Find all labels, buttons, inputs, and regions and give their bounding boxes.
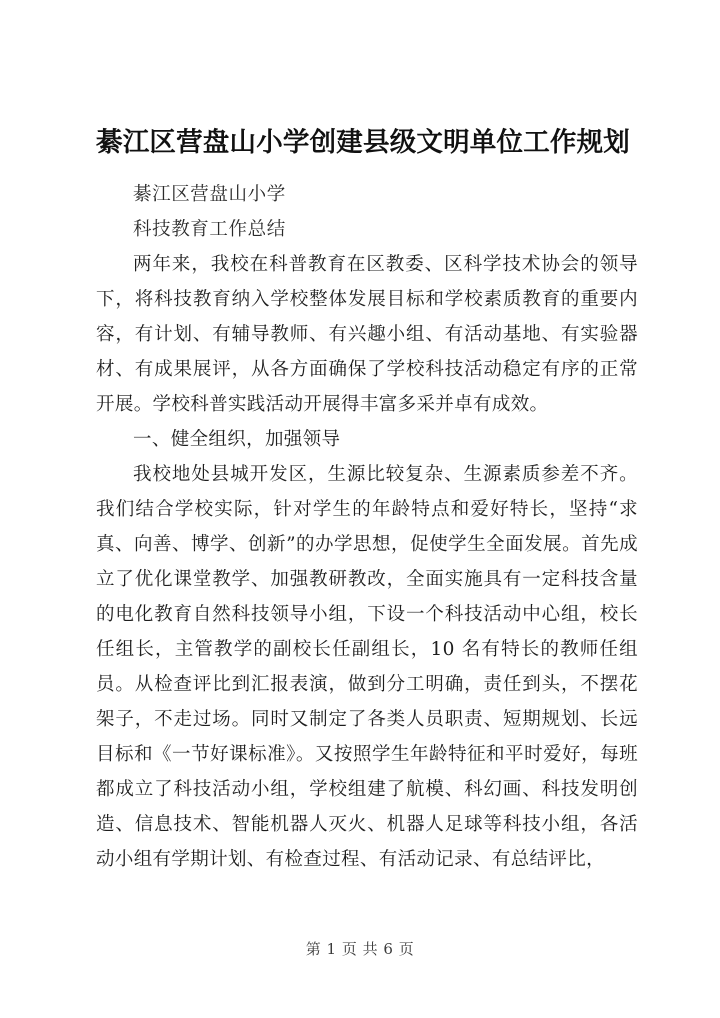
subheading-school-name: 綦江区营盘山小学 (133, 184, 286, 206)
subheading-report-name: 科技教育工作总结 (133, 219, 286, 241)
section-heading-one: 一、健全组织，加强领导 (133, 429, 341, 451)
page-footer: 第 1 页 共 6 页 (305, 940, 415, 958)
paragraph-intro: 两年来，我校在科普教育在区教委、区科学技术协会的领导下，将科技教育纳入学校整体发展目标和学校素质教育的重要内容，有计划、有辅导教师、有兴趣小组、有活动基地、有实验器材、有成果展评，从各方面确保了学校科技活动稳定有序的正常开展。学校科普实践活动开展得丰富多采并卓有成效。 (96, 254, 638, 416)
document-content (96, 0, 638, 877)
page-title: 綦江区营盘山小学创建县级文明单位工作规划 (96, 127, 630, 158)
paragraph-section-one-body: 我校地处县城开发区，生源比较复杂、生源素质参差不齐。我们结合学校实际，针对学生的年龄特点和爱好特长，坚持“求真、向善、博学、创新”的办学思想，促使学生全面发展。首先成立了优化课堂教学、加强教研教改，全面实施具有一定科技含量的电化教育自然科技领导小组，下设一个科技活动中心组，校长任组长，主管教学的副校长任副组长，10 名有特长的教师任组员。从检查评比到汇报表演，做到分工明确，责任到头，不摆花架子，不走过场。同时又制定了各类人员职责、短期规划、长远目标和《一节好课标准》。又按照学生年龄特征和平时爱好，每班都成立了科技活动小组，学校组建了航模、科幻画、科技发明创造、信息技术、智能机器人灭火、机器人足球等科技小组，各活动小组有学期计划、有检查过程、有活动记录、有总结评比， (96, 464, 638, 871)
